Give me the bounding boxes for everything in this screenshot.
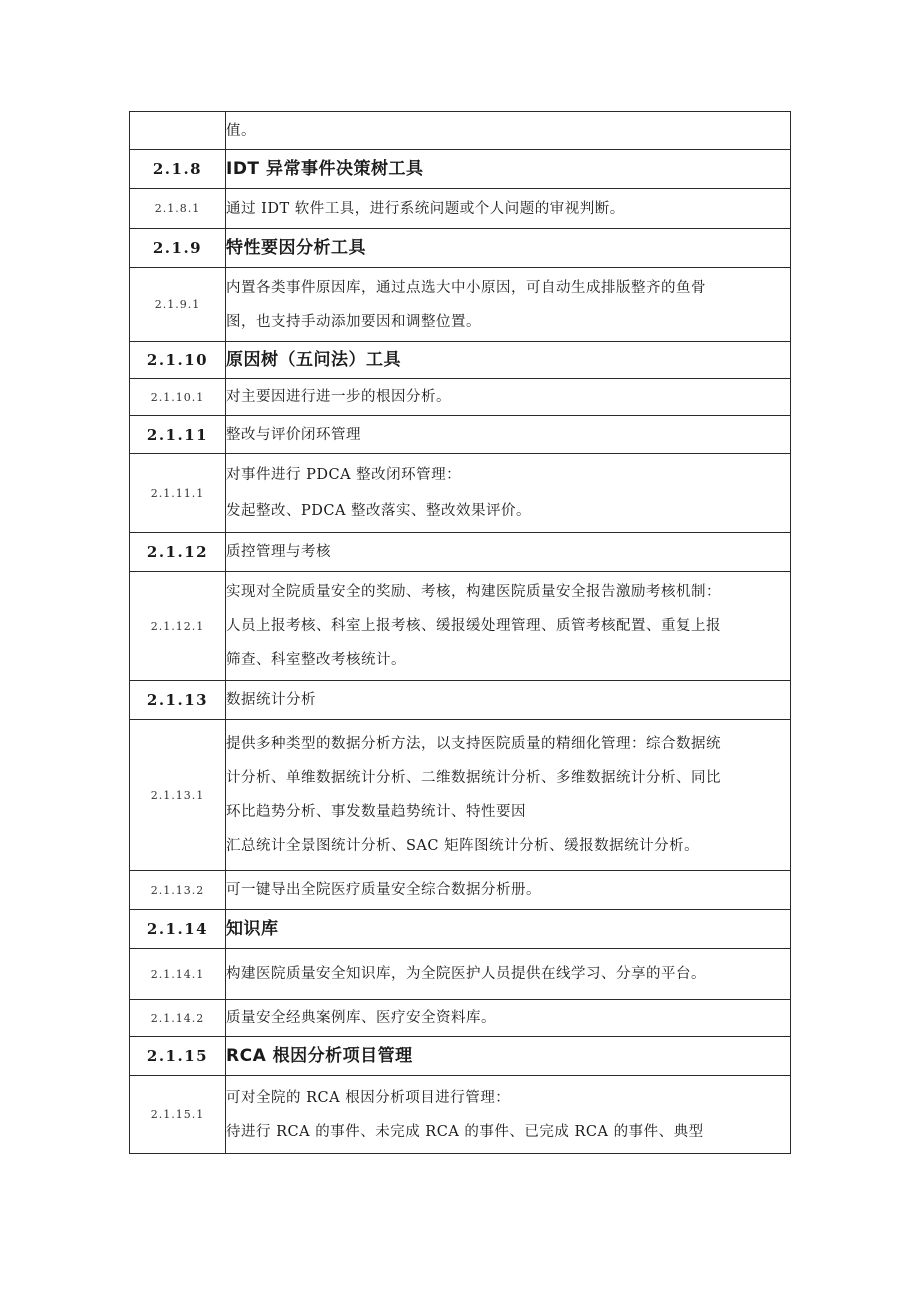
- section-number: 2.1.10: [130, 342, 226, 379]
- item-description: [226, 454, 791, 533]
- item-description: [226, 1076, 791, 1154]
- text-line: 通过 IDT 软件工具，进行系统问题或个人问题的审视判断。: [226, 200, 625, 217]
- item-description: [226, 572, 791, 681]
- text-line: 构建医院质量安全知识库，为全院医护人员提供在线学习、分享的平台。: [226, 966, 706, 982]
- section-number: 2.1.15: [130, 1037, 226, 1076]
- section-title: [226, 1037, 791, 1076]
- section-number: 2.1.11: [130, 416, 226, 454]
- table-row: [130, 454, 791, 533]
- table-row: [130, 416, 791, 454]
- item-number: 2.1.8.1: [130, 189, 226, 229]
- section-title: [226, 533, 791, 572]
- item-description: [226, 949, 791, 1000]
- text-line: IDT 异常事件决策树工具: [226, 159, 424, 179]
- item-description: [226, 379, 791, 416]
- table-row: [130, 150, 791, 189]
- table-row: [130, 949, 791, 1000]
- item-number: 2.1.10.1: [130, 379, 226, 416]
- spec-table-body: [130, 112, 791, 1154]
- text-line: 筛查、科室整改考核统计。: [226, 652, 406, 668]
- item-description: [226, 112, 791, 150]
- section-number: 2.1.12: [130, 533, 226, 572]
- table-row: [130, 572, 791, 681]
- item-description: [226, 871, 791, 910]
- section-title: [226, 910, 791, 949]
- item-number: 2.1.12.1: [130, 572, 226, 681]
- text-line: 可一键导出全院医疗质量安全综合数据分析册。: [226, 882, 541, 898]
- text-line: 知识库: [226, 919, 279, 939]
- text-line: 计分析、单维数据统计分析、二维数据统计分析、多维数据统计分析、同比: [226, 770, 721, 786]
- table-row: [130, 910, 791, 949]
- table-row: [130, 871, 791, 910]
- text-line: 可对全院的 RCA 根因分析项目进行管理：: [226, 1089, 511, 1106]
- table-row: [130, 533, 791, 572]
- text-line: 发起整改、PDCA 整改落实、整改效果评价。: [226, 503, 532, 519]
- table-row: [130, 1000, 791, 1037]
- table-row: [130, 681, 791, 720]
- text-line: 原因树（五问法）工具: [226, 350, 401, 370]
- text-line: 整改与评价闭环管理: [226, 426, 361, 443]
- text-line: 环比趋势分析、事发数量趋势统计、特性要因: [226, 804, 526, 820]
- section-number: 2.1.8: [130, 150, 226, 189]
- text-line: 汇总统计全景图统计分析、SAC 矩阵图统计分析、缓报数据统计分析。: [226, 838, 700, 854]
- item-number: 2.1.13.2: [130, 871, 226, 910]
- text-line: 特性要因分析工具: [226, 238, 366, 258]
- item-description: [226, 720, 791, 871]
- text-line: 内置各类事件原因库，通过点选大中小原因，可自动生成排版整齐的鱼骨: [226, 279, 706, 296]
- table-row: [130, 379, 791, 416]
- section-title: [226, 416, 791, 454]
- text-line: 人员上报考核、科室上报考核、缓报缓处理管理、质管考核配置、重复上报: [226, 618, 721, 634]
- text-line: 提供多种类型的数据分析方法，以支持医院质量的精细化管理：综合数据统: [226, 736, 721, 752]
- section-title: [226, 150, 791, 189]
- item-description: [226, 189, 791, 229]
- table-row: [130, 1076, 791, 1154]
- text-line: 值。: [226, 122, 256, 139]
- text-line: 待进行 RCA 的事件、未完成 RCA 的事件、已完成 RCA 的事件、典型: [226, 1123, 704, 1140]
- text-line: 质控管理与考核: [226, 544, 331, 560]
- item-number: 2.1.14.1: [130, 949, 226, 1000]
- section-number: 2.1.9: [130, 229, 226, 268]
- table-row: [130, 189, 791, 229]
- item-number: 2.1.15.1: [130, 1076, 226, 1154]
- table-row: [130, 112, 791, 150]
- section-number: 2.1.13: [130, 681, 226, 720]
- text-line: 实现对全院质量安全的奖励、考核，构建医院质量安全报告激励考核机制：: [226, 584, 721, 600]
- table-row: [130, 720, 791, 871]
- item-number: 2.1.11.1: [130, 454, 226, 533]
- text-line: 对事件进行 PDCA 整改闭环管理：: [226, 467, 462, 483]
- section-title: [226, 342, 791, 379]
- text-line: 对主要因进行进一步的根因分析。: [226, 389, 451, 405]
- text-line: 图，也支持手动添加要因和调整位置。: [226, 313, 481, 330]
- text-line: RCA 根因分析项目管理: [226, 1046, 413, 1066]
- text-line: 质量安全经典案例库、医疗安全资料库。: [226, 1010, 496, 1026]
- item-description: [226, 268, 791, 342]
- item-description: [226, 1000, 791, 1037]
- item-number: 2.1.9.1: [130, 268, 226, 342]
- item-number: 2.1.14.2: [130, 1000, 226, 1037]
- text-line: 数据统计分析: [226, 692, 316, 708]
- spec-table: [129, 111, 791, 1154]
- item-number: 2.1.13.1: [130, 720, 226, 871]
- table-row: [130, 1037, 791, 1076]
- table-row: [130, 342, 791, 379]
- section-number: 2.1.14: [130, 910, 226, 949]
- table-row: [130, 268, 791, 342]
- section-title: [226, 681, 791, 720]
- item-number: [130, 112, 226, 150]
- section-title: [226, 229, 791, 268]
- table-row: [130, 229, 791, 268]
